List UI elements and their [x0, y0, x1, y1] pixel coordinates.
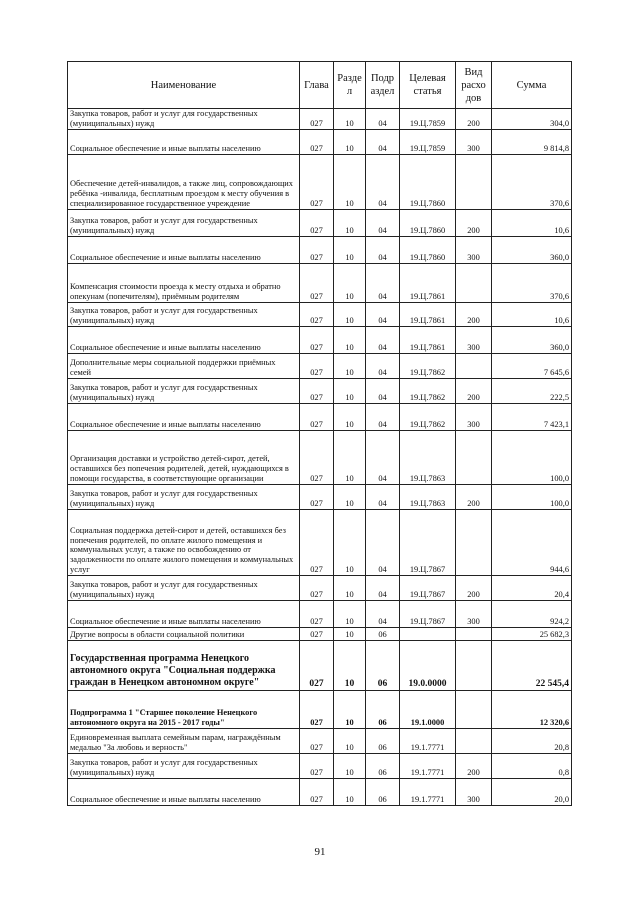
row-podrazdel: 06 [366, 641, 400, 691]
row-glava: 027 [300, 754, 334, 779]
row-glava: 027 [300, 576, 334, 601]
row-glava: 027 [300, 691, 334, 729]
table-row [68, 628, 572, 641]
row-razdel: 10 [334, 754, 366, 779]
row-name: Закупка товаров, работ и услуг для государственных (муниципальных) нужд [68, 379, 300, 404]
row-vid [456, 729, 492, 754]
row-summa: 100,0 [492, 431, 572, 485]
header-statya: Целевая статья [400, 62, 456, 109]
row-vid: 300 [456, 601, 492, 628]
row-name: Дополнительные меры социальной поддержки приёмных семей [68, 354, 300, 379]
table-row [68, 264, 572, 303]
row-glava: 027 [300, 327, 334, 354]
row-razdel: 10 [334, 303, 366, 327]
row-statya: 19.Ц.7859 [400, 130, 456, 155]
row-name: Социальное обеспечение и иные выплаты населению [68, 404, 300, 431]
table-row [68, 601, 572, 628]
row-razdel: 10 [334, 691, 366, 729]
row-name: Подпрограмма 1 "Старшее поколение Ненецкого автономного округа на 2015 - 2017 годы" [68, 691, 300, 729]
row-podrazdel: 04 [366, 576, 400, 601]
row-razdel: 10 [334, 510, 366, 576]
row-vid: 200 [456, 109, 492, 130]
row-vid: 200 [456, 485, 492, 510]
row-name: Компенсация стоимости проезда к месту отдыха и обратно опекунам (попечителям), приёмным родителям [68, 264, 300, 303]
row-razdel: 10 [334, 109, 366, 130]
row-glava: 027 [300, 130, 334, 155]
table-row [68, 155, 572, 210]
row-name: Закупка товаров, работ и услуг для государственных (муниципальных) нужд [68, 485, 300, 510]
table-row [68, 210, 572, 237]
row-name: Социальное обеспечение и иные выплаты населению [68, 779, 300, 806]
table-row [68, 237, 572, 264]
row-summa: 20,0 [492, 779, 572, 806]
row-summa: 924,2 [492, 601, 572, 628]
row-name: Закупка товаров, работ и услуг для государственных (муниципальных) нужд [68, 109, 300, 130]
row-summa: 22 545,4 [492, 641, 572, 691]
row-vid [456, 354, 492, 379]
row-podrazdel: 04 [366, 237, 400, 264]
table-row [68, 130, 572, 155]
row-glava: 027 [300, 237, 334, 264]
row-podrazdel: 06 [366, 754, 400, 779]
row-razdel: 10 [334, 327, 366, 354]
row-vid: 300 [456, 327, 492, 354]
row-glava: 027 [300, 628, 334, 641]
row-summa: 944,6 [492, 510, 572, 576]
row-glava: 027 [300, 210, 334, 237]
row-name: Закупка товаров, работ и услуг для государственных (муниципальных) нужд [68, 210, 300, 237]
row-podrazdel: 04 [366, 264, 400, 303]
row-name: Закупка товаров, работ и услуг для государственных (муниципальных) нужд [68, 754, 300, 779]
row-glava: 027 [300, 264, 334, 303]
row-summa: 304,0 [492, 109, 572, 130]
row-razdel: 10 [334, 628, 366, 641]
row-summa: 25 682,3 [492, 628, 572, 641]
row-summa: 360,0 [492, 237, 572, 264]
row-name: Социальная поддержка детей-сирот и детей, оставшихся без попечения родителей, по оплате жилого помещения и коммунальных услуг, а также по освобождению от задолженности по оплате жилого помещения и коммунальных услуг [68, 510, 300, 576]
header-razdel: Разде л [334, 62, 366, 109]
row-glava: 027 [300, 379, 334, 404]
row-podrazdel: 04 [366, 601, 400, 628]
row-vid: 200 [456, 379, 492, 404]
row-name: Закупка товаров, работ и услуг для государственных (муниципальных) нужд [68, 576, 300, 601]
table-row [68, 109, 572, 130]
row-vid: 200 [456, 576, 492, 601]
row-summa: 7 645,6 [492, 354, 572, 379]
row-statya: 19.Ц.7860 [400, 155, 456, 210]
row-vid [456, 264, 492, 303]
table-body [68, 109, 572, 806]
row-razdel: 10 [334, 130, 366, 155]
row-glava: 027 [300, 431, 334, 485]
row-summa: 360,0 [492, 327, 572, 354]
row-name: Социальное обеспечение и иные выплаты населению [68, 601, 300, 628]
row-glava: 027 [300, 729, 334, 754]
row-glava: 027 [300, 303, 334, 327]
row-glava: 027 [300, 354, 334, 379]
table-row [68, 431, 572, 485]
row-statya: 19.Ц.7861 [400, 264, 456, 303]
table-row [68, 379, 572, 404]
row-glava: 027 [300, 155, 334, 210]
header-name: Наименование [68, 62, 300, 109]
row-podrazdel: 04 [366, 485, 400, 510]
row-name: Организация доставки и устройство детей-сирот, детей, оставшихся без попечения родителей, детей, нуждающихся в помощи государства, в соответствующие организации [68, 431, 300, 485]
row-vid [456, 641, 492, 691]
row-name: Государственная программа Ненецкого автономного округа "Социальная поддержка граждан в Ненецком автономном округе" [68, 641, 300, 691]
row-statya: 19.Ц.7862 [400, 379, 456, 404]
row-glava: 027 [300, 404, 334, 431]
row-razdel: 10 [334, 641, 366, 691]
row-podrazdel: 06 [366, 729, 400, 754]
row-glava: 027 [300, 601, 334, 628]
row-statya: 19.1.7771 [400, 779, 456, 806]
row-podrazdel: 04 [366, 354, 400, 379]
row-glava: 027 [300, 779, 334, 806]
row-podrazdel: 04 [366, 109, 400, 130]
table-row [68, 691, 572, 729]
row-statya: 19.1.7771 [400, 729, 456, 754]
row-vid: 300 [456, 404, 492, 431]
row-statya: 19.Ц.7860 [400, 210, 456, 237]
row-name: Другие вопросы в области социальной политики [68, 628, 300, 641]
row-vid: 300 [456, 237, 492, 264]
row-razdel: 10 [334, 379, 366, 404]
row-podrazdel: 04 [366, 404, 400, 431]
row-razdel: 10 [334, 485, 366, 510]
row-razdel: 10 [334, 431, 366, 485]
row-razdel: 10 [334, 354, 366, 379]
table-row [68, 576, 572, 601]
row-statya: 19.Ц.7863 [400, 485, 456, 510]
table-row [68, 404, 572, 431]
table-row [68, 303, 572, 327]
row-razdel: 10 [334, 210, 366, 237]
row-vid [456, 691, 492, 729]
row-razdel: 10 [334, 237, 366, 264]
row-razdel: 10 [334, 404, 366, 431]
row-podrazdel: 04 [366, 130, 400, 155]
page-number: 91 [314, 846, 326, 858]
row-vid: 200 [456, 303, 492, 327]
row-vid: 300 [456, 779, 492, 806]
row-vid [456, 628, 492, 641]
row-statya: 19.Ц.7862 [400, 354, 456, 379]
row-podrazdel: 06 [366, 691, 400, 729]
header-summa: Сумма [492, 62, 572, 109]
table-row [68, 754, 572, 779]
header-vid: Вид расхо дов [456, 62, 492, 109]
row-summa: 20,4 [492, 576, 572, 601]
table-row [68, 327, 572, 354]
row-podrazdel: 04 [366, 303, 400, 327]
budget-table [67, 61, 572, 806]
row-podrazdel: 04 [366, 510, 400, 576]
row-summa: 10,6 [492, 303, 572, 327]
row-statya: 19.Ц.7860 [400, 237, 456, 264]
row-statya: 19.Ц.7862 [400, 404, 456, 431]
row-razdel: 10 [334, 576, 366, 601]
row-name: Социальное обеспечение и иные выплаты населению [68, 130, 300, 155]
header-podrazdel: Подр аздел [366, 62, 400, 109]
row-razdel: 10 [334, 729, 366, 754]
row-razdel: 10 [334, 264, 366, 303]
table-row [68, 641, 572, 691]
table-row [68, 354, 572, 379]
row-name: Обеспечение детей-инвалидов, а также лиц, сопровождающих ребёнка -инвалида, бесплатным проездом к месту обучения в специализированное государственное учреждение [68, 155, 300, 210]
row-glava: 027 [300, 485, 334, 510]
row-name: Закупка товаров, работ и услуг для государственных (муниципальных) нужд [68, 303, 300, 327]
row-statya: 19.1.0000 [400, 691, 456, 729]
row-razdel: 10 [334, 779, 366, 806]
row-statya: 19.Ц.7867 [400, 510, 456, 576]
row-vid [456, 510, 492, 576]
row-statya: 19.Ц.7859 [400, 109, 456, 130]
row-statya: 19.0.0000 [400, 641, 456, 691]
table-row [68, 485, 572, 510]
row-name: Единовременная выплата семейным парам, награждённым медалью "За любовь и верность" [68, 729, 300, 754]
row-statya: 19.1.7771 [400, 754, 456, 779]
row-podrazdel: 06 [366, 779, 400, 806]
row-razdel: 10 [334, 601, 366, 628]
row-statya: 19.Ц.7861 [400, 327, 456, 354]
row-summa: 100,0 [492, 485, 572, 510]
row-statya: 19.Ц.7867 [400, 576, 456, 601]
row-summa: 10,6 [492, 210, 572, 237]
row-podrazdel: 04 [366, 379, 400, 404]
row-vid: 300 [456, 130, 492, 155]
row-podrazdel: 04 [366, 327, 400, 354]
row-summa: 370,6 [492, 155, 572, 210]
row-summa: 370,6 [492, 264, 572, 303]
row-summa: 222,5 [492, 379, 572, 404]
row-statya: 19.Ц.7867 [400, 601, 456, 628]
row-name: Социальное обеспечение и иные выплаты населению [68, 327, 300, 354]
row-glava: 027 [300, 510, 334, 576]
row-summa: 12 320,6 [492, 691, 572, 729]
row-glava: 027 [300, 109, 334, 130]
header-glava: Глава [300, 62, 334, 109]
row-statya [400, 628, 456, 641]
table-row [68, 510, 572, 576]
row-podrazdel: 04 [366, 210, 400, 237]
row-statya: 19.Ц.7861 [400, 303, 456, 327]
row-podrazdel: 04 [366, 431, 400, 485]
row-statya: 19.Ц.7863 [400, 431, 456, 485]
row-razdel: 10 [334, 155, 366, 210]
row-summa: 20,8 [492, 729, 572, 754]
row-vid: 200 [456, 754, 492, 779]
row-podrazdel: 04 [366, 155, 400, 210]
row-podrazdel: 06 [366, 628, 400, 641]
table-header-row [68, 62, 572, 109]
row-summa: 0,8 [492, 754, 572, 779]
row-summa: 7 423,1 [492, 404, 572, 431]
row-name: Социальное обеспечение и иные выплаты населению [68, 237, 300, 264]
table-row [68, 779, 572, 806]
row-vid: 200 [456, 210, 492, 237]
row-vid [456, 155, 492, 210]
row-summa: 9 814,8 [492, 130, 572, 155]
table-row [68, 729, 572, 754]
row-glava: 027 [300, 641, 334, 691]
row-vid [456, 431, 492, 485]
